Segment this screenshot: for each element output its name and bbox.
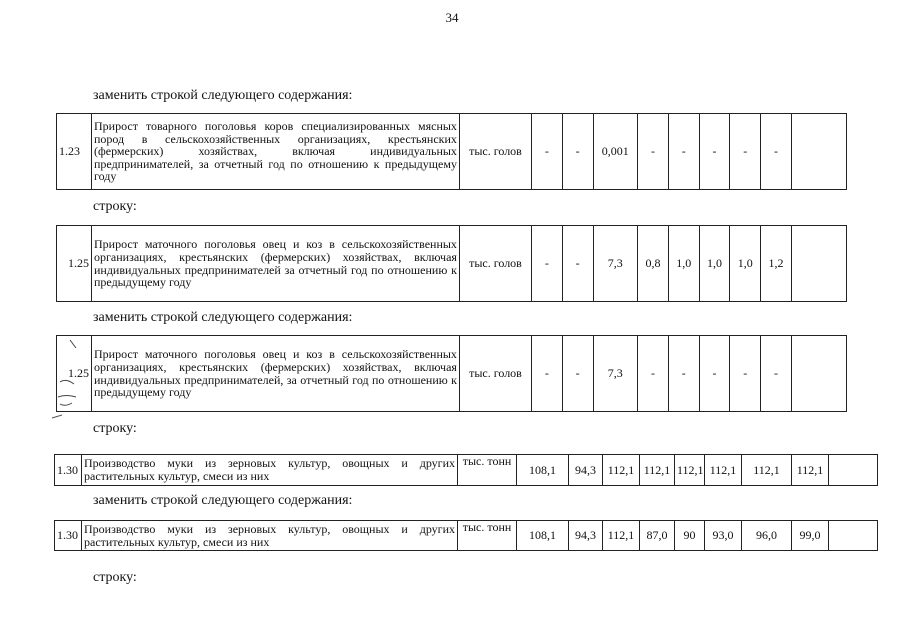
- row-description: Прирост маточного поголовья овец и коз в сельскохозяйственных организациях, крестьянских (фермерских) хозяйствах, включая индивидуальных предпринимателей, за отчетный год по отношению к предыдущему году: [91, 336, 459, 412]
- row-number: 1.25: [57, 226, 92, 302]
- row-number: 1.30: [55, 455, 82, 486]
- value-cell: 0,8: [638, 226, 669, 302]
- value-cell: [791, 336, 846, 412]
- row-description: Прирост товарного поголовья коров специализированных мясных пород в сельскохозяйственных организациях, крестьянских (фермерских) хозяйствах, включая индивидуальных предпринимателей, за отчетный год по отношению к предыдущему году: [91, 114, 459, 190]
- value-cell: 112,1: [640, 455, 675, 486]
- value-cell: -: [532, 226, 563, 302]
- table-row-1-30-new: [54, 520, 878, 551]
- value-cell: 112,1: [792, 455, 829, 486]
- row-number: 1.23: [57, 114, 92, 190]
- value-cell: [791, 114, 846, 190]
- value-cell: 112,1: [742, 455, 792, 486]
- value-cell: 7,3: [593, 226, 638, 302]
- row-unit: тыс. голов: [459, 336, 531, 412]
- instruction-replace: заменить строкой следующего содержания:: [93, 88, 353, 103]
- row-unit: тыс. голов: [459, 114, 531, 190]
- value-cell: 1,0: [730, 226, 761, 302]
- value-cell: -: [668, 336, 699, 412]
- value-cell: 108,1: [517, 521, 569, 551]
- value-cell: 87,0: [640, 521, 675, 551]
- value-cell: -: [699, 336, 730, 412]
- value-cell: -: [638, 336, 669, 412]
- value-cell: -: [532, 114, 563, 190]
- value-cell: -: [699, 114, 730, 190]
- table-row-1-23: [56, 113, 847, 190]
- instruction-row: строку:: [93, 199, 137, 214]
- value-cell: 99,0: [792, 521, 829, 551]
- value-cell: [829, 521, 878, 551]
- value-cell: -: [532, 336, 563, 412]
- value-cell: -: [761, 336, 792, 412]
- instruction-row: строку:: [93, 570, 137, 585]
- instruction-replace: заменить строкой следующего содержания:: [93, 493, 353, 508]
- page-number: 34: [445, 10, 459, 25]
- instruction-replace: заменить строкой следующего содержания:: [93, 310, 353, 325]
- value-cell: 7,3: [593, 336, 638, 412]
- value-cell: -: [562, 226, 593, 302]
- value-cell: -: [638, 114, 669, 190]
- row-number: 1.25: [57, 336, 92, 412]
- row-description: Прирост маточного поголовья овец и коз в сельскохозяйственных организациях, крестьянских (фермерских) хозяйствах, включая индивидуальных предпринимателей за отчетный год по отношению к предыдущему году: [91, 226, 459, 302]
- value-cell: 94,3: [569, 521, 603, 551]
- value-cell: 96,0: [742, 521, 792, 551]
- value-cell: 90: [675, 521, 705, 551]
- table-row-1-25-new: [56, 335, 847, 412]
- value-cell: 1,0: [668, 226, 699, 302]
- value-cell: 1,0: [699, 226, 730, 302]
- row-description: Производство муки из зерновых культур, овощных и других растительных культур, смеси из них: [82, 521, 458, 551]
- value-cell: -: [730, 336, 761, 412]
- instruction-row: строку:: [93, 421, 137, 436]
- value-cell: 112,1: [603, 521, 640, 551]
- row-unit: тыс. голов: [459, 226, 531, 302]
- value-cell: 1,2: [761, 226, 792, 302]
- row-unit: тыс. тонн: [458, 455, 517, 486]
- value-cell: 112,1: [675, 455, 705, 486]
- row-unit: тыс. тонн: [458, 521, 517, 551]
- value-cell: 108,1: [517, 455, 569, 486]
- row-number: 1.30: [55, 521, 82, 551]
- value-cell: -: [562, 336, 593, 412]
- value-cell: -: [730, 114, 761, 190]
- table-row-1-25-old: [56, 225, 847, 302]
- value-cell: 112,1: [603, 455, 640, 486]
- value-cell: 0,001: [593, 114, 638, 190]
- row-description: Производство муки из зерновых культур, овощных и других растительных культур, смеси из них: [82, 455, 458, 486]
- value-cell: -: [668, 114, 699, 190]
- value-cell: -: [761, 114, 792, 190]
- table-row-1-30-old: [54, 454, 878, 486]
- value-cell: 94,3: [569, 455, 603, 486]
- value-cell: [829, 455, 878, 486]
- value-cell: 93,0: [705, 521, 742, 551]
- value-cell: [791, 226, 846, 302]
- value-cell: -: [562, 114, 593, 190]
- value-cell: 112,1: [705, 455, 742, 486]
